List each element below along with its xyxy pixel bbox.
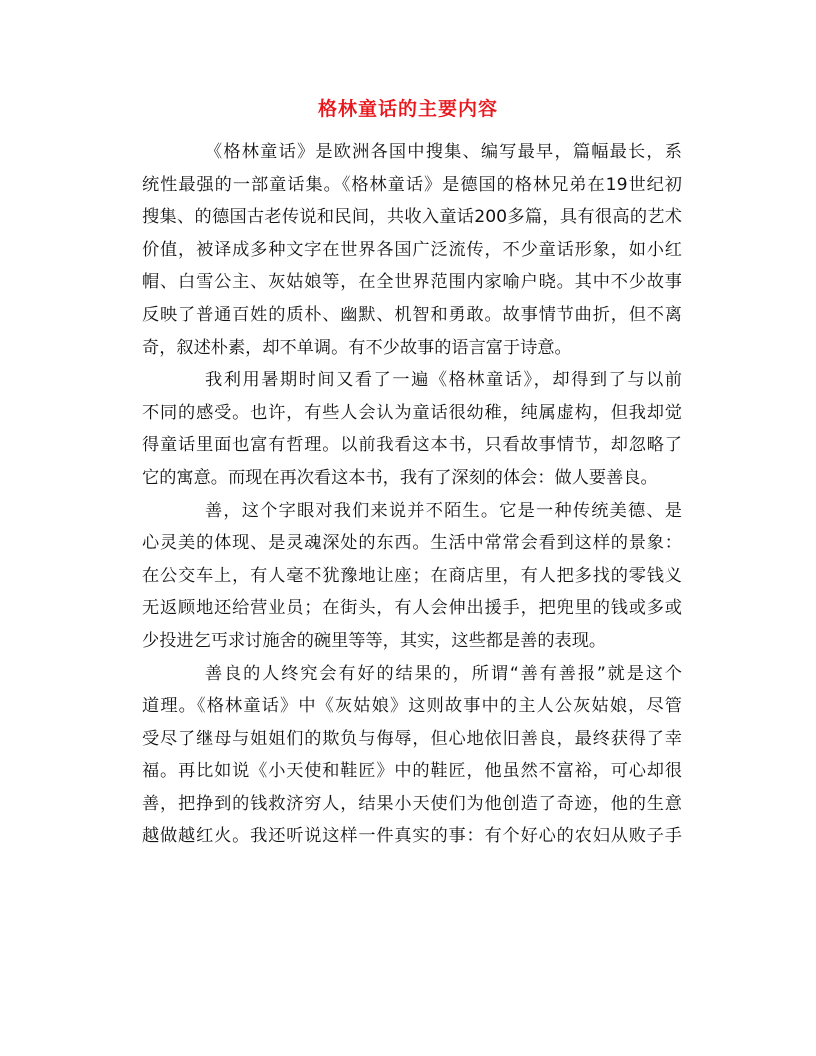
- paragraph-line: 善良的人终究会有好的结果的，所谓“善有善报”就是这个: [205, 663, 682, 684]
- paragraph-line: 我利用暑期时间又看了一遍《格林童话》，却得到了与以前: [205, 370, 682, 391]
- paragraph-line: 福。再比如说《小天使和鞋匠》中的鞋匠，他虽然不富裕，可心却很: [142, 761, 682, 782]
- paragraph-line: 搜集、的德国古老传说和民间，共收入童话200多篇，具有很高的艺术: [142, 207, 682, 228]
- paragraph-line: 帽、白雪公主、灰姑娘等，在全世界范围内家喻户晓。其中不少故事: [142, 272, 682, 293]
- paragraph-line: 善，把挣到的钱救济穷人，结果小天使们为他创造了奇迹，他的生意: [142, 793, 682, 814]
- paragraph-line: 越做越红火。我还听说这样一件真实的事：有个好心的农妇从败子手: [142, 826, 682, 847]
- paragraph-line: 价值，被译成多种文字在世界各国广泛流传，不少童话形象，如小红: [142, 239, 682, 260]
- document-body: [142, 136, 682, 853]
- paragraph-line: 不同的感受。也许，有些人会认为童话很幼稚，纯属虚构，但我却觉: [142, 402, 682, 423]
- paragraph-line: 它的寓意。而现在再次看这本书，我有了深刻的体会：做人要善良。: [142, 467, 658, 488]
- paragraph-line: 受尽了继母与姐姐们的欺负与侮辱，但心地依旧善良，最终获得了幸: [142, 728, 682, 749]
- paragraph-line: 统性最强的一部童话集。《格林童话》是德国的格林兄弟在19世纪初: [142, 174, 682, 195]
- paragraph-line: 在公交车上，有人毫不犹豫地让座；在商店里，有人把多找的零钱义: [142, 565, 682, 586]
- paragraph-line: 反映了普通百姓的质朴、幽默、机智和勇敢。故事情节曲折，但不离: [142, 304, 682, 325]
- paragraph-line: 奇，叙述朴素，却不单调。有不少故事的语言富于诗意。: [142, 337, 572, 358]
- document-title: 格林童话的主要内容: [317, 98, 498, 120]
- paragraph-line: 少投进乞丐求讨施舍的碗里等等，其实，这些都是善的表现。: [142, 630, 607, 651]
- paragraph-line: 心灵美的体现、是灵魂深处的东西。生活中常常会看到这样的景象：: [142, 533, 682, 554]
- paragraph-line: 无返顾地还给营业员；在街头，有人会伸出援手，把兜里的钱或多或: [142, 598, 682, 619]
- paragraph-line: 得童话里面也富有哲理。以前我看这本书，只看故事情节，却忽略了: [142, 435, 682, 456]
- paragraph-line: 道理。《格林童话》中《灰姑娘》这则故事中的主人公灰姑娘，尽管: [142, 696, 682, 717]
- paragraph-line: 《格林童话》是欧洲各国中搜集、编写最早，篇幅最长，系: [205, 142, 682, 162]
- paragraph-line: 善，这个字眼对我们来说并不陌生。它是一种传统美德、是: [205, 500, 682, 521]
